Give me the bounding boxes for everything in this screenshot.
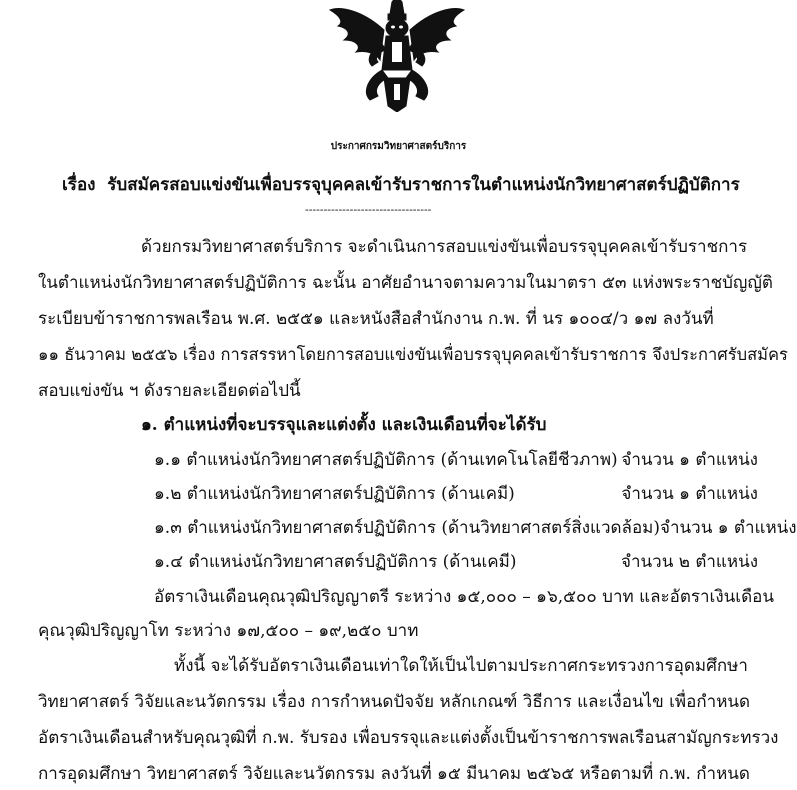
announcement-subject — [62, 174, 740, 196]
salary-line-1: อัตราเงินเดือนคุณวุฒิปริญญาตรี ระหว่าง ๑๕,๐๐๐ – ๑๖,๕๐๐ บาท และอัตราเงินเดือน — [154, 587, 774, 607]
intro-line-5: สอบแข่งขัน ฯ ดังรายละเอียดต่อไปนี้ — [38, 381, 301, 401]
note-line-3: อัตราเงินเดือนสำหรับคุณวุฒิที่ ก.พ. รับรอง เพื่อบรรจุและแต่งตั้งเป็นข้าราชการพลเรือนสามัญกระทรวง — [38, 728, 779, 748]
salary-line-2: คุณวุฒิปริญญาโท ระหว่าง ๑๗,๕๐๐ – ๑๙,๒๕๐ บาท — [38, 621, 419, 641]
intro-line-4: ๑๑ ธันวาคม ๒๕๕๖ เรื่อง การสรรหาโดยการสอบแข่งขันเพื่อบรรจุบุคคลเข้ารับราชการ จึงประกาศรับสมัคร — [38, 345, 788, 364]
note-line-2: วิทยาศาสตร์ วิจัยและนวัตกรรม เรื่อง การกำหนดปัจจัย หลักเกณฑ์ วิธีการ และเงื่อนไข เพื่อกำหนด — [38, 692, 751, 712]
intro-line-2: ในตำแหน่งนักวิทยาศาสตร์ปฏิบัติการ ฉะนั้น อาศัยอำนาจตามความในมาตรา ๕๓ แห่งพระราชบัญญัติ — [38, 273, 773, 293]
position-name: ๑.๓ ตำแหน่งนักวิทยาศาสตร์ปฏิบัติการ (ด้านวิทยาศาสตร์สิ่งแวดล้อม) — [154, 518, 661, 538]
position-count: จำนวน ๑ ตำแหน่ง — [621, 484, 758, 504]
header-separator: ---------------------------------- — [305, 203, 432, 216]
subject-label: เรื่อง — [62, 175, 96, 195]
intro-line-3: ระเบียบข้าราชการพลเรือน พ.ศ. ๒๕๕๑ และหนังสือสำนักงาน ก.พ. ที่ นร ๑๐๐๔/ว ๑๗ ลงวันที่ — [38, 309, 714, 329]
position-item — [154, 483, 758, 505]
position-item — [154, 449, 758, 471]
section-1-heading: ๑. ตำแหน่งที่จะบรรจุและแต่งตั้ง และเงินเดือนที่จะได้รับ — [141, 415, 547, 435]
position-name: ๑.๒ ตำแหน่งนักวิทยาศาสตร์ปฏิบัติการ (ด้านเคมี) — [154, 484, 515, 504]
subject-text: รับสมัครสอบแข่งขันเพื่อบรรจุบุคคลเข้ารับราชการในตำแหน่งนักวิทยาศาสตร์ปฏิบัติการ — [107, 175, 740, 195]
position-name: ๑.๔ ตำแหน่งนักวิทยาศาสตร์ปฏิบัติการ (ด้านเคมี) — [154, 552, 517, 572]
position-item — [154, 551, 758, 573]
position-item — [154, 517, 797, 539]
announcement-title: ประกาศกรมวิทยาศาสตร์บริการ — [330, 141, 467, 152]
position-count: จำนวน ๒ ตำแหน่ง — [621, 552, 758, 572]
note-line-4: การอุดมศึกษา วิทยาศาสตร์ วิจัยและนวัตกรรม ลงวันที่ ๑๕ มีนาคม ๒๕๖๕ หรือตามที่ ก.พ. กำหนด — [38, 764, 750, 784]
intro-line-1: ด้วยกรมวิทยาศาสตร์บริการ จะดำเนินการสอบแข่งขันเพื่อบรรจุบุคคลเข้ารับราชการ — [141, 237, 748, 257]
position-count: จำนวน ๑ ตำแหน่ง — [621, 450, 758, 470]
garuda-emblem-icon — [322, 0, 472, 112]
note-line-1: ทั้งนี้ จะได้รับอัตราเงินเดือนเท่าใดให้เป็นไปตามประกาศกระทรวงการอุดมศึกษา — [174, 656, 748, 676]
position-name: ๑.๑ ตำแหน่งนักวิทยาศาสตร์ปฏิบัติการ (ด้านเทคโนโลยีชีวภาพ) — [154, 450, 618, 470]
position-count: จำนวน ๑ ตำแหน่ง — [660, 518, 797, 538]
